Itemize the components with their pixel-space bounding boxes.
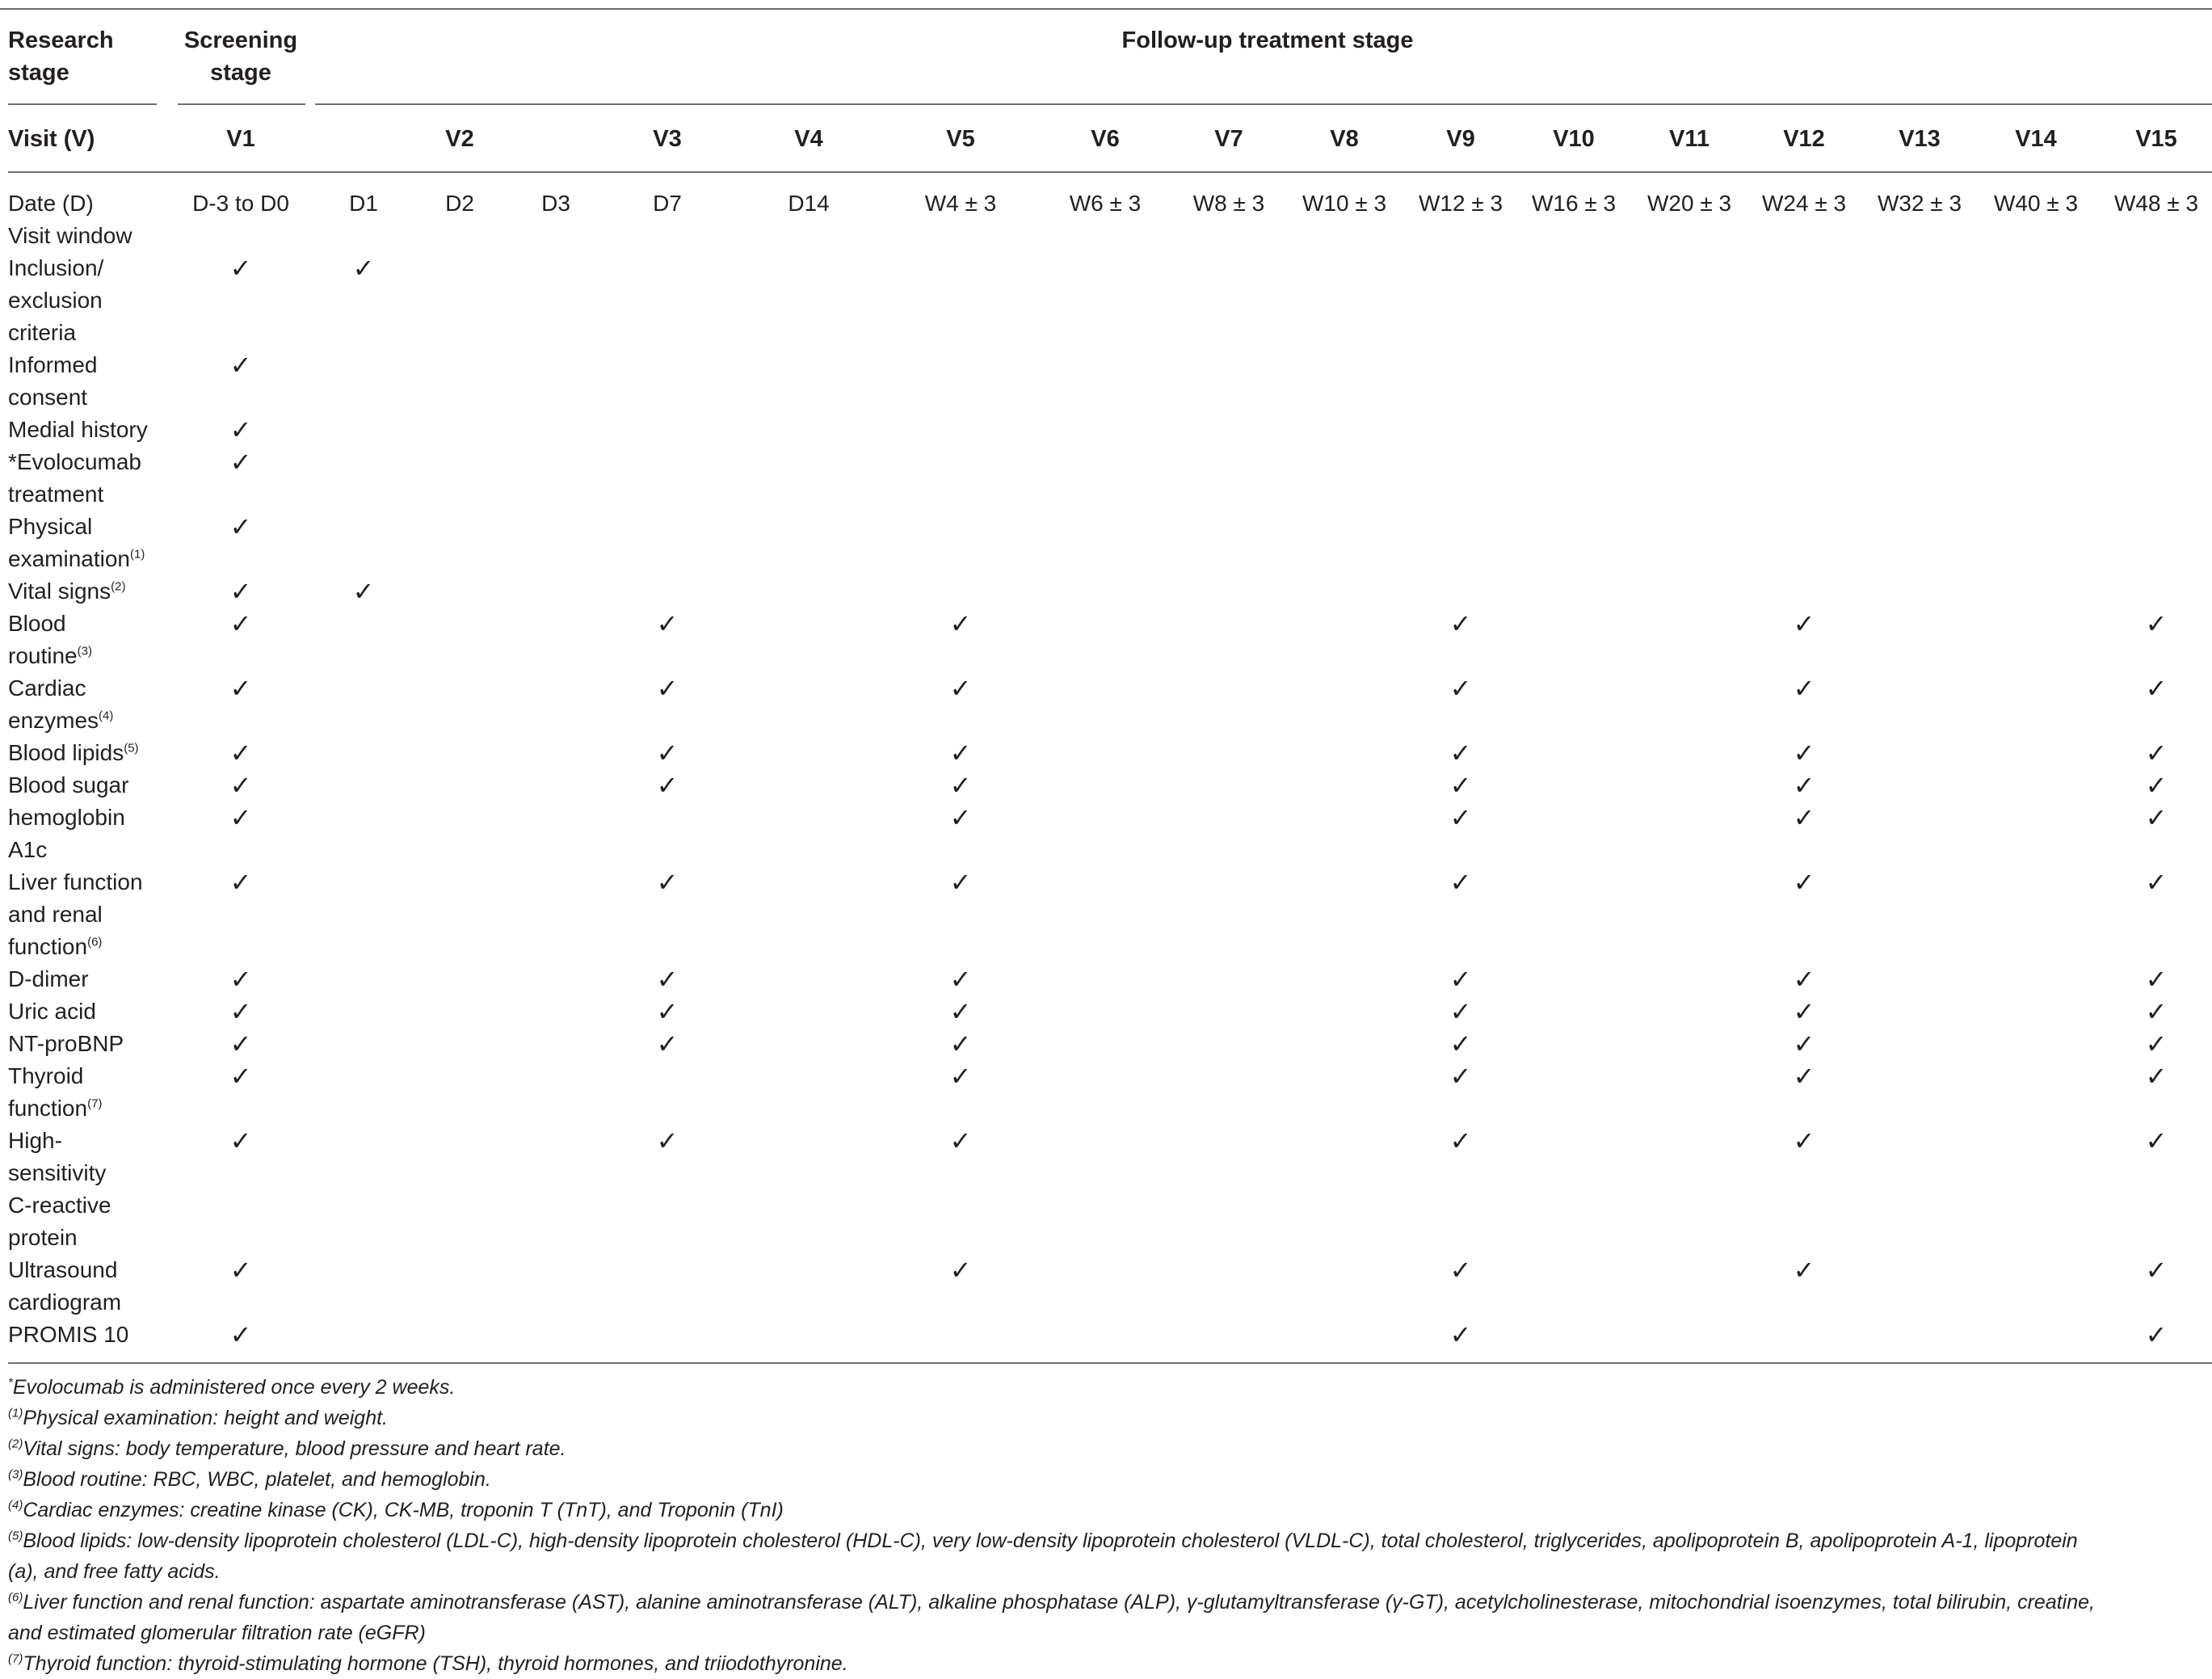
row-label-line	[8, 866, 143, 898]
check-mark: ✓	[1793, 1126, 1815, 1155]
footnote-text: Evolocumab is administered once every 2 weeks.	[12, 1376, 456, 1399]
check-mark: ✓	[1449, 739, 1472, 768]
footnote-marker: (6)	[87, 935, 103, 949]
check-mark: ✓	[949, 868, 972, 897]
footnote-marker: (3)	[8, 1467, 23, 1482]
check-mark: ✓	[229, 1320, 252, 1349]
check-mark: ✓	[1449, 609, 1472, 638]
check-mark: ✓	[352, 254, 375, 283]
footnote-marker: (7)	[8, 1652, 23, 1666]
check-mark: ✓	[229, 739, 252, 768]
row-label-line	[8, 220, 132, 252]
check-mark: ✓	[1449, 674, 1472, 703]
visit-header-cell: V5	[946, 126, 975, 152]
check-mark: ✓	[1793, 965, 1815, 994]
check-mark: ✓	[1793, 1062, 1815, 1091]
footnote-text: Blood routine: RBC, WBC, platelet, and hemoglobin.	[23, 1468, 491, 1491]
check-mark: ✓	[656, 868, 679, 897]
visit-header-cell: V1	[226, 126, 255, 152]
check-mark: ✓	[949, 674, 972, 703]
row-label-text: A1c	[8, 837, 48, 862]
check-mark: ✓	[1449, 1256, 1472, 1285]
date-cell: W24 ± 3	[1761, 191, 1847, 216]
check-mark: ✓	[2145, 1126, 2168, 1155]
check-mark: ✓	[1449, 997, 1472, 1026]
check-mark: ✓	[229, 1029, 252, 1058]
check-mark: ✓	[2145, 1029, 2168, 1058]
check-mark: ✓	[2145, 674, 2168, 703]
visit-header-cell: V13	[1899, 126, 1941, 152]
row-label-line	[8, 1092, 102, 1125]
row-label-text: enzymes	[8, 708, 99, 733]
footnote-text: and estimated glomerular filtration rate (eGFR)	[8, 1622, 426, 1644]
screening-stage-rule	[178, 103, 305, 105]
row-label-line	[8, 1254, 117, 1286]
footnote-line	[8, 1618, 426, 1648]
visit-header-cell: V15	[2135, 126, 2177, 152]
check-mark: ✓	[229, 771, 252, 800]
footnote-marker: (6)	[8, 1590, 23, 1605]
date-cell: W40 ± 3	[1993, 191, 2079, 216]
visit-header-cell: V9	[1446, 126, 1475, 152]
footnote-marker: (4)	[99, 709, 114, 723]
row-label-text: consent	[8, 385, 88, 410]
date-cell: D7	[653, 191, 682, 216]
follow-up-stage-header: Follow-up treatment stage	[1121, 27, 1414, 53]
footnote-text: Blood lipids: low-density lipoprotein cholesterol (LDL-C), high-density lipoprotein cholesterol (HDL-C), very low-density lipoprotein cholesterol (VLDL-C), total cholesterol, triglycerides, apolipoprotein B, apolipoprotein A-1, lipoprotein	[23, 1530, 2078, 1552]
row-label-text: Blood lipids	[8, 740, 124, 765]
check-mark: ✓	[1449, 1062, 1472, 1091]
row-label-line	[8, 834, 47, 866]
row-label-line	[8, 381, 87, 414]
row-label-line	[8, 640, 92, 672]
date-row-label: Date (D)	[8, 191, 94, 216]
row-label-text: Blood	[8, 611, 66, 636]
check-mark: ✓	[2145, 868, 2168, 897]
check-mark: ✓	[949, 1062, 972, 1091]
row-label-text: Visit window	[8, 223, 132, 248]
check-mark: ✓	[229, 1256, 252, 1285]
footnote-line	[8, 1556, 221, 1587]
footnote-text: Cardiac enzymes: creatine kinase (CK), CK-MB, troponin T (TnT), and Troponin (TnI)	[23, 1499, 784, 1521]
check-mark: ✓	[2145, 965, 2168, 994]
check-mark: ✓	[656, 739, 679, 768]
footnote-marker: (1)	[8, 1406, 23, 1420]
row-label-text: Cardiac	[8, 675, 86, 701]
check-mark: ✓	[229, 351, 252, 380]
row-label-text: treatment	[8, 482, 104, 507]
check-mark: ✓	[1449, 1029, 1472, 1058]
row-label-line	[8, 1222, 78, 1254]
row-label-line	[8, 898, 103, 931]
visit-header-cell: V12	[1783, 126, 1825, 152]
check-mark: ✓	[949, 1029, 972, 1058]
row-label-line	[8, 446, 141, 478]
row-label-text: Vital signs	[8, 579, 111, 604]
footnote-marker: (2)	[8, 1437, 23, 1451]
row-label-text: *Evolocumab	[8, 449, 141, 474]
check-mark: ✓	[229, 448, 252, 477]
row-label-line	[8, 317, 76, 349]
row-label-text: hemoglobin	[8, 805, 125, 830]
check-mark: ✓	[1793, 803, 1815, 832]
date-cell: W6 ± 3	[1069, 191, 1142, 216]
row-label-text: Physical	[8, 514, 93, 539]
check-mark: ✓	[229, 1126, 252, 1155]
check-mark: ✓	[949, 965, 972, 994]
footnote-text: (a), and free fatty acids.	[8, 1560, 221, 1583]
footnote-line	[8, 1372, 455, 1403]
check-mark: ✓	[229, 609, 252, 638]
check-mark: ✓	[1793, 771, 1815, 800]
footnote-marker: (1)	[129, 547, 145, 562]
check-mark: ✓	[1793, 739, 1815, 768]
check-mark: ✓	[656, 674, 679, 703]
row-label-line	[8, 995, 96, 1028]
row-label-text: D-dimer	[8, 966, 89, 991]
row-label-text: Medial history	[8, 417, 148, 442]
row-label-line	[8, 1319, 128, 1351]
check-mark: ✓	[656, 609, 679, 638]
row-label-line	[8, 672, 86, 705]
check-mark: ✓	[1449, 771, 1472, 800]
check-mark: ✓	[656, 965, 679, 994]
check-mark: ✓	[949, 739, 972, 768]
row-label-text: PROMIS 10	[8, 1322, 129, 1347]
row-label-line	[8, 931, 102, 963]
footnote-text: Vital signs: body temperature, blood pressure and heart rate.	[23, 1437, 566, 1460]
visit-header-cell: V7	[1214, 126, 1243, 152]
row-label-text: Informed	[8, 352, 98, 377]
row-label-text: Uric acid	[8, 999, 96, 1024]
check-mark: ✓	[1793, 1256, 1815, 1285]
check-mark: ✓	[2145, 997, 2168, 1026]
row-label-text: exclusion	[8, 288, 103, 313]
row-label-text: sensitivity	[8, 1160, 107, 1185]
footnote-marker: (2)	[111, 579, 126, 594]
check-mark: ✓	[949, 771, 972, 800]
footnote-text: Thyroid function: thyroid-stimulating hormone (TSH), thyroid hormones, and triiodothyronine.	[23, 1652, 848, 1675]
visit-header-cell: V4	[794, 126, 823, 152]
check-mark: ✓	[229, 997, 252, 1026]
visit-header-cell: V8	[1330, 126, 1359, 152]
footnote-line	[8, 1403, 388, 1433]
check-mark: ✓	[2145, 1320, 2168, 1349]
check-mark: ✓	[1449, 803, 1472, 832]
row-label-line	[8, 1286, 121, 1319]
date-cell: D2	[445, 191, 474, 216]
date-cell: W16 ± 3	[1531, 191, 1617, 216]
check-mark: ✓	[229, 577, 252, 606]
check-mark: ✓	[1793, 609, 1815, 638]
check-mark: ✓	[229, 965, 252, 994]
row-label-text: function	[8, 934, 88, 959]
check-mark: ✓	[1449, 965, 1472, 994]
row-label-line	[8, 543, 145, 575]
check-mark: ✓	[229, 415, 252, 444]
check-mark: ✓	[1793, 674, 1815, 703]
visit-header-cell: V3	[653, 126, 682, 152]
row-label-line	[8, 963, 89, 995]
check-mark: ✓	[1449, 1320, 1472, 1349]
row-label-text: NT-proBNP	[8, 1031, 124, 1056]
footnote-line	[8, 1495, 784, 1525]
check-mark: ✓	[656, 1126, 679, 1155]
check-mark: ✓	[949, 1126, 972, 1155]
check-mark: ✓	[1793, 1029, 1815, 1058]
footnote-text: Physical examination: height and weight.	[23, 1407, 389, 1429]
row-label-text: criteria	[8, 320, 77, 345]
check-mark: ✓	[656, 771, 679, 800]
check-mark: ✓	[2145, 771, 2168, 800]
check-mark: ✓	[229, 674, 252, 703]
header-bottom-rule	[8, 171, 2212, 173]
check-mark: ✓	[949, 997, 972, 1026]
date-cell: D-3 to D0	[192, 191, 289, 216]
row-label-line	[8, 1189, 111, 1222]
footnote-line	[8, 1464, 491, 1495]
footnote-line	[8, 1525, 2078, 1556]
date-cell: D3	[541, 191, 570, 216]
row-label-text: protein	[8, 1225, 78, 1250]
visit-row-label: Visit (V)	[8, 126, 95, 152]
footnote-text: Liver function and renal function: aspartate aminotransferase (AST), alanine aminotransferase (ALT), alkaline phosphatase (ALP), γ-glutamyltransferase (γ-GT), acetylcholinesterase, mitochondrial isoenzymes, total bilirubin, creatine,	[23, 1591, 2095, 1614]
check-mark: ✓	[2145, 609, 2168, 638]
footnote-marker: (7)	[87, 1096, 103, 1111]
check-mark: ✓	[1793, 868, 1815, 897]
row-label-line	[8, 608, 66, 640]
row-label-text: cardiogram	[8, 1290, 122, 1315]
check-mark: ✓	[2145, 1062, 2168, 1091]
check-mark: ✓	[949, 803, 972, 832]
research-stage-header: Research stage	[8, 27, 114, 86]
check-mark: ✓	[656, 997, 679, 1026]
row-label-line	[8, 737, 139, 769]
check-mark: ✓	[1793, 997, 1815, 1026]
check-mark: ✓	[1449, 1126, 1472, 1155]
row-label-line	[8, 802, 125, 834]
check-mark: ✓	[2145, 1256, 2168, 1285]
date-cell: W12 ± 3	[1418, 191, 1503, 216]
row-label-text: C-reactive	[8, 1193, 111, 1218]
row-label-line	[8, 414, 148, 446]
row-label-text: Inclusion/	[8, 255, 104, 280]
row-label-line	[8, 252, 103, 284]
row-label-line	[8, 1028, 124, 1060]
row-label-line	[8, 1125, 62, 1157]
top-rule	[0, 8, 2212, 10]
research-stage-rule	[8, 103, 157, 105]
row-label-text: Liver function	[8, 869, 143, 894]
row-label-text: High-	[8, 1128, 62, 1153]
row-label-text: Ultrasound	[8, 1257, 118, 1282]
row-label-line	[8, 1060, 83, 1092]
check-mark: ✓	[2145, 739, 2168, 768]
check-mark: ✓	[2145, 803, 2168, 832]
date-cell: W10 ± 3	[1302, 191, 1387, 216]
check-mark: ✓	[1449, 868, 1472, 897]
check-mark: ✓	[229, 803, 252, 832]
check-mark: ✓	[229, 868, 252, 897]
date-cell: D1	[349, 191, 378, 216]
row-label-line	[8, 284, 103, 317]
check-mark: ✓	[352, 577, 375, 606]
row-label-line	[8, 349, 98, 381]
footnote-marker: (4)	[8, 1498, 23, 1513]
date-cell: W20 ± 3	[1646, 191, 1732, 216]
screening-stage-header: Screening stage	[183, 27, 298, 86]
footnote-marker: (5)	[124, 741, 139, 755]
visit-header-cell: V11	[1669, 126, 1709, 152]
date-cell: W48 ± 3	[2113, 191, 2199, 216]
check-mark: ✓	[229, 512, 252, 541]
check-mark: ✓	[229, 1062, 252, 1091]
date-cell: W8 ± 3	[1192, 191, 1265, 216]
footnote-line	[8, 1433, 566, 1464]
date-cell: D14	[788, 191, 830, 216]
row-label-line	[8, 511, 92, 543]
row-label-text: Thyroid	[8, 1063, 84, 1088]
footnote-line	[8, 1648, 848, 1679]
check-mark: ✓	[229, 254, 252, 283]
check-mark: ✓	[656, 1029, 679, 1058]
date-cell: W32 ± 3	[1877, 191, 1962, 216]
row-label-text: examination	[8, 546, 130, 571]
check-mark: ✓	[949, 1256, 972, 1285]
row-label-text: routine	[8, 643, 78, 668]
follow-up-stage-rule	[315, 103, 2212, 105]
row-label-line	[8, 705, 113, 737]
row-label-text: function	[8, 1096, 88, 1121]
date-cell: W4 ± 3	[924, 191, 997, 216]
row-label-line	[8, 769, 128, 802]
visit-header-cell: V10	[1553, 126, 1595, 152]
row-label-line	[8, 478, 103, 511]
table-bottom-rule	[8, 1362, 2212, 1364]
row-label-line	[8, 575, 125, 608]
footnote-line	[8, 1587, 2095, 1618]
footnote-marker: *	[8, 1375, 13, 1390]
row-label-text: Blood sugar	[8, 772, 129, 797]
footnote-marker: (5)	[8, 1529, 23, 1543]
footnote-marker: (3)	[77, 644, 92, 659]
visit-header-cell: V14	[2015, 126, 2057, 152]
visit-header-cell: V6	[1091, 126, 1120, 152]
visit-header-cell: V2	[445, 126, 474, 152]
check-mark: ✓	[949, 609, 972, 638]
row-label-line	[8, 1157, 106, 1189]
row-label-text: and renal	[8, 902, 103, 927]
